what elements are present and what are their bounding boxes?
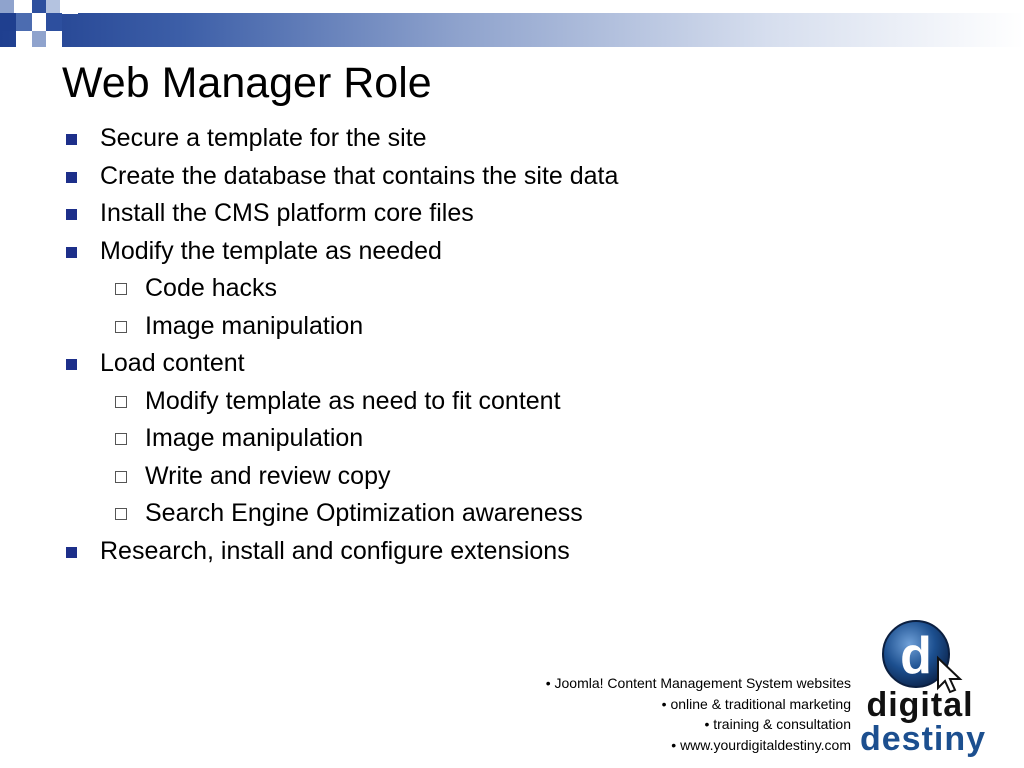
header-square: [60, 0, 78, 14]
header-square: [46, 13, 62, 31]
header-square: [16, 13, 32, 31]
logo-word-destiny: destiny: [860, 720, 987, 758]
bullet-text: Research, install and configure extensions: [100, 536, 570, 565]
header-square: [46, 0, 60, 14]
bullet-text: Create the database that contains the site data: [100, 161, 619, 190]
logo-mark-letter: d: [900, 627, 932, 685]
hollow-square-bullet-icon: [115, 321, 127, 333]
logo-word-digital: digital: [866, 686, 974, 724]
sub-bullet-text: Search Engine Optimization awareness: [145, 499, 583, 527]
header-square: [0, 13, 16, 31]
square-bullet-icon: [66, 209, 77, 220]
bullet-text: Secure a template for the site: [100, 124, 427, 152]
hollow-square-bullet-icon: [115, 508, 127, 520]
square-bullet-icon: [66, 172, 77, 183]
sub-bullet-text: Modify template as need to fit content: [145, 386, 561, 415]
header-square: [32, 31, 46, 47]
header-square: [32, 13, 46, 31]
sub-bullet-text: Image manipulation: [145, 424, 364, 452]
square-bullet-icon: [66, 247, 77, 258]
header-square: [0, 0, 14, 14]
slide-title: Web Manager Role: [62, 59, 432, 107]
footer-link[interactable]: • www.yourdigitaldestiny.com: [671, 736, 851, 753]
header-square: [14, 0, 32, 14]
hollow-square-bullet-icon: [115, 433, 127, 445]
hollow-square-bullet-icon: [115, 471, 127, 483]
bullet-text: Install the CMS platform core files: [100, 199, 474, 227]
digital-destiny-logo: [860, 618, 987, 763]
header-square: [32, 0, 46, 14]
bullet-text: Modify the template as needed: [100, 236, 442, 265]
square-bullet-icon: [66, 134, 77, 145]
square-bullet-icon: [66, 359, 77, 370]
header-gradient-bar: [0, 13, 1024, 47]
sub-bullet-text: Image manipulation: [145, 311, 364, 340]
bullet-text: Load content: [100, 349, 245, 377]
footer-line: • Joomla! Content Management System websites: [545, 675, 851, 691]
header-square: [46, 31, 62, 47]
hollow-square-bullet-icon: [115, 396, 127, 408]
square-bullet-icon: [66, 547, 77, 558]
footer-line: • training & consultation: [704, 716, 851, 732]
sub-bullet-text: Write and review copy: [145, 461, 391, 490]
hollow-square-bullet-icon: [115, 283, 127, 295]
header-square: [16, 31, 32, 47]
sub-bullet-text: Code hacks: [145, 274, 278, 302]
footer-line: • online & traditional marketing: [661, 695, 851, 712]
footer-tagline: [546, 673, 851, 755]
